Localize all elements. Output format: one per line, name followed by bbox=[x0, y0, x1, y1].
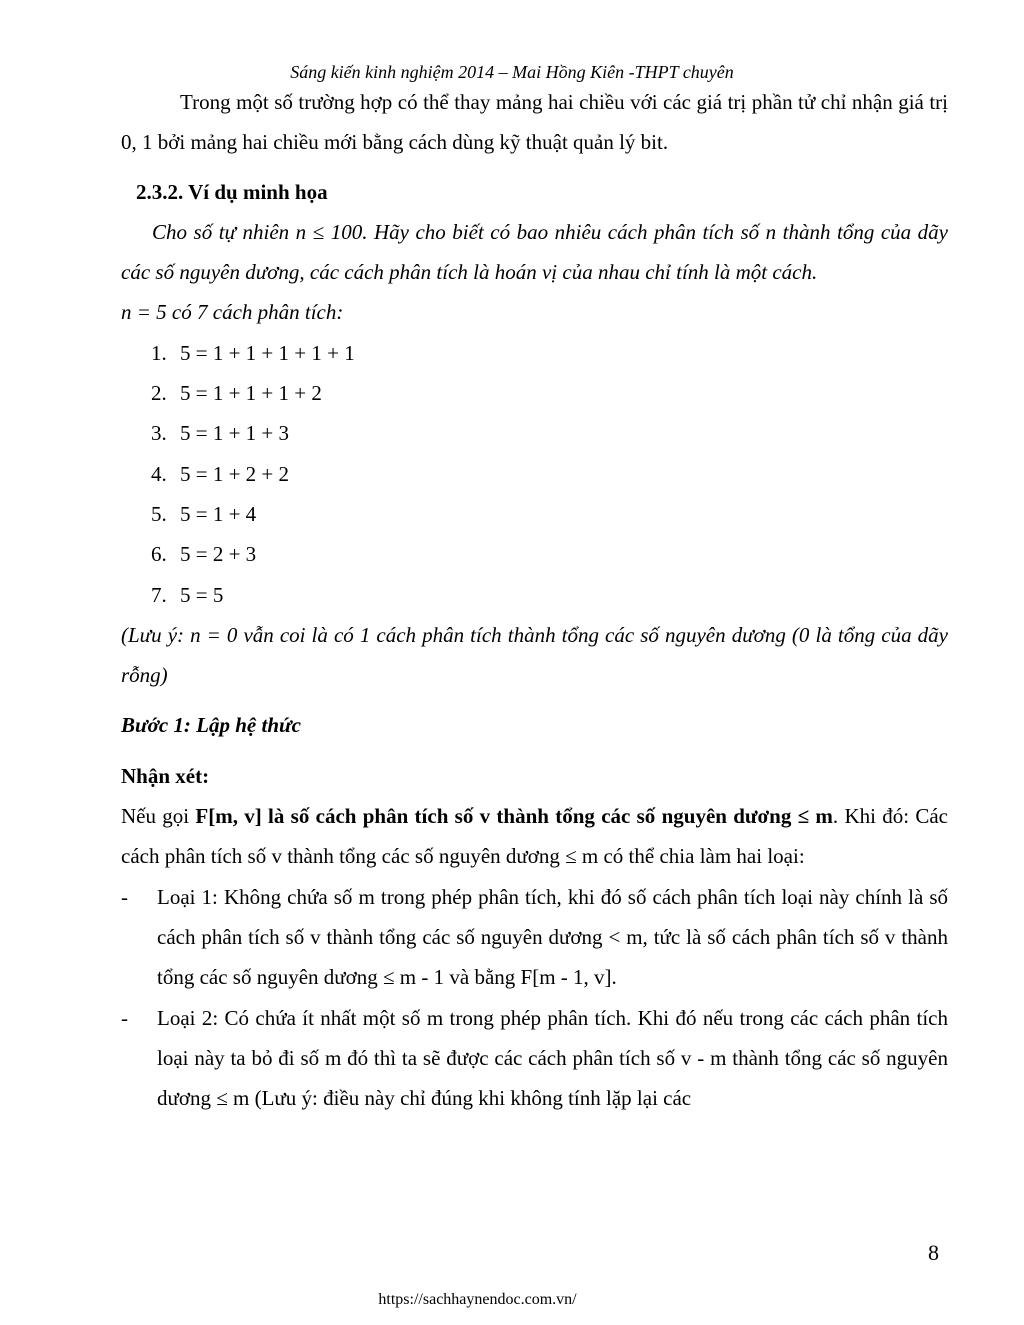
partition-type-list bbox=[121, 877, 948, 1119]
section-title: 2.3.2. Ví dụ minh họa bbox=[136, 179, 328, 204]
list-item bbox=[151, 333, 948, 373]
list-item bbox=[151, 494, 948, 534]
partition-list bbox=[121, 333, 948, 615]
page-body bbox=[121, 82, 948, 1118]
list-item-number: 5. bbox=[151, 501, 167, 526]
list-item bbox=[121, 877, 948, 998]
list-item bbox=[121, 998, 948, 1119]
list-item-number: 6. bbox=[151, 542, 167, 567]
definition-paragraph bbox=[121, 796, 948, 877]
list-item bbox=[151, 373, 948, 413]
remark-label: Nhận xét: bbox=[121, 763, 210, 788]
list-item-number: 4. bbox=[151, 461, 167, 486]
list-item-text: 5 = 1 + 4 bbox=[180, 501, 257, 526]
running-header: Sáng kiến kinh nghiệm 2014 – Mai Hồng Kiên -THPT chuyên bbox=[290, 62, 734, 82]
footer-url: https://sachhaynendoc.com.vn/ bbox=[378, 1291, 577, 1308]
list-item-number: 2. bbox=[151, 381, 167, 406]
list-item-text: 5 = 1 + 2 + 2 bbox=[180, 461, 290, 486]
intro-paragraph: Trong một số trường hợp có thể thay mảng hai chiều với các giá trị phần tử chỉ nhận giá trị 0, 1 bởi mảng hai chiều mới bằng cách dùng kỹ thuật quản lý bit. bbox=[121, 90, 948, 155]
list-item bbox=[151, 575, 948, 615]
step-heading: Bước 1: Lập hệ thức bbox=[121, 713, 301, 738]
list-item-number: 3. bbox=[151, 421, 167, 446]
list-item bbox=[151, 413, 948, 453]
list-item-text: 5 = 5 bbox=[180, 582, 224, 607]
list-item-text: Loại 2: Có chứa ít nhất một số m trong phép phân tích. Khi đó nếu trong các cách phân tích loại này ta bỏ đi số m đó thì ta sẽ được các cách phân tích số v - m thành tổng các số nguyên dương ≤ m (Lưu ý: điều này chỉ đúng khi không tính lặp lại các bbox=[157, 1005, 948, 1111]
definition-bold: F[m, v] là số cách phân tích số v thành tổng các số nguyên dương ≤ m bbox=[195, 804, 833, 829]
list-item-text: Loại 1: Không chứa số m trong phép phân tích, khi đó số cách phân tích loại này chính là số cách phân tích số v thành tổng các số nguyên dương < m, tức là số cách phân tích số v thành tổng các số nguyên dương ≤ m - 1 và bằng F[m - 1, v]. bbox=[157, 884, 948, 990]
list-item bbox=[151, 454, 948, 494]
list-item-number: 7. bbox=[151, 582, 167, 607]
list-item-text: 5 = 1 + 1 + 3 bbox=[180, 421, 290, 446]
list-dash: - bbox=[121, 884, 128, 909]
definition-suffix: . Khi đó: Các cách phân tích số v thành tổng các số nguyên dương ≤ m có thể chia làm hai loại: bbox=[121, 804, 949, 869]
definition-prefix: Nếu gọi bbox=[121, 804, 196, 829]
partition-count-line: n = 5 có 7 cách phân tích: bbox=[121, 300, 344, 325]
example-problem: Cho số tự nhiên n ≤ 100. Hãy cho biết có bao nhiêu cách phân tích số n thành tổng của dãy các số nguyên dương, các cách phân tích là hoán vị của nhau chỉ tính là một cách. bbox=[121, 219, 948, 285]
list-item-text: 5 = 2 + 3 bbox=[180, 542, 257, 567]
list-item-text: 5 = 1 + 1 + 1 + 2 bbox=[180, 381, 322, 406]
page-number: 8 bbox=[928, 1240, 939, 1265]
list-dash: - bbox=[121, 1005, 128, 1030]
list-item bbox=[151, 534, 948, 574]
list-item-text: 5 = 1 + 1 + 1 + 1 + 1 bbox=[180, 340, 355, 365]
note-paragraph: (Lưu ý: n = 0 vẫn coi là có 1 cách phân tích thành tổng các số nguyên dương (0 là tổng của dãy rỗng) bbox=[121, 622, 948, 688]
list-item-number: 1. bbox=[151, 340, 167, 365]
